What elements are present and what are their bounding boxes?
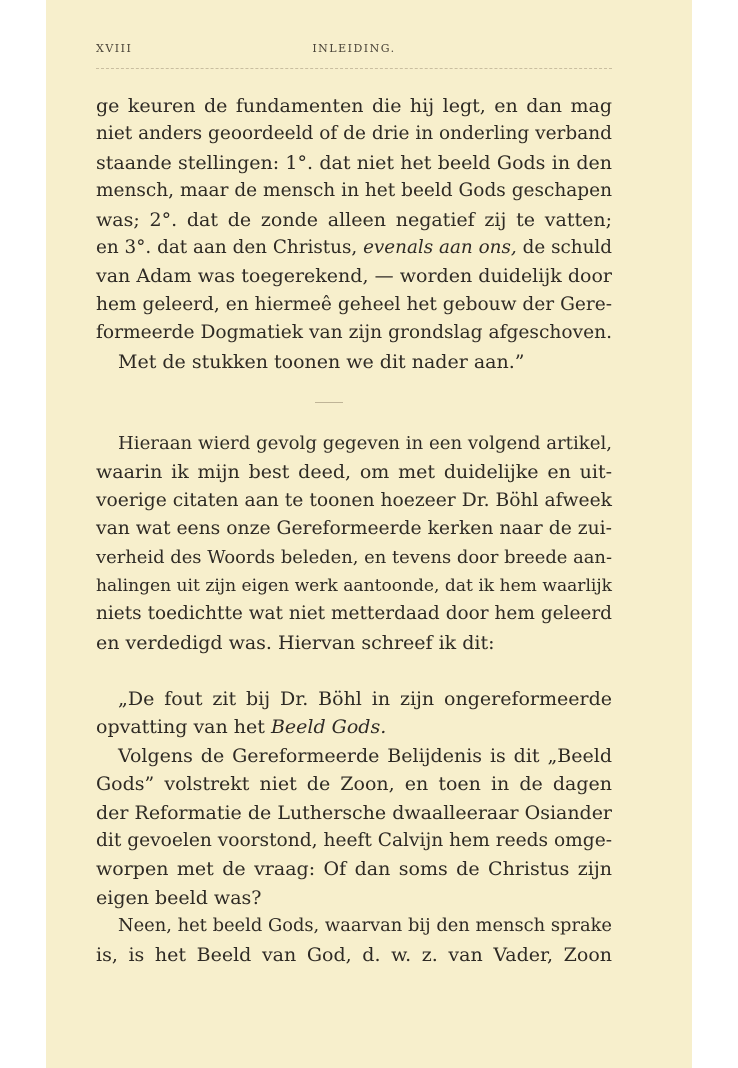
text-span: en 3°. dat aan den Christus, (96, 236, 364, 258)
italic-phrase: Beeld Gods. (270, 716, 387, 739)
text-line: Neen, het beeld Gods, waarvan bij den mensch sprake (118, 915, 612, 937)
text-line: en verdedigd was. Hiervan schreef ik dit: (96, 631, 495, 654)
text-line: „De fout zit bij Dr. Böhl in zijn ongereformeerde (118, 688, 612, 710)
text-line: voerige citaten aan te toonen hoezeer Dr. Böhl afweek (96, 489, 612, 511)
page-header (96, 42, 612, 58)
text-line (96, 713, 612, 741)
text-line: hem geleerd, en hiermeê geheel het gebouw der Gere- (96, 293, 612, 315)
text-line: staande stellingen: 1°. dat niet het beeld Gods in den (96, 151, 612, 174)
section-divider (315, 402, 343, 403)
text-line: worpen met de vraag: Of dan soms de Christus zijn (96, 858, 612, 881)
text-line: verheid des Woords beleden, en tevens door breede aan- (96, 546, 612, 568)
paragraph (96, 430, 612, 657)
text-line: is, is het Beeld van God, d. w. z. van Vader, Zoon (96, 943, 612, 966)
header-rule (96, 68, 612, 69)
text-line: Hieraan wierd gevolg gegeven in een volgend artikel, (118, 433, 612, 454)
text-line: van Adam was toegerekend, — worden duidelijk door (96, 265, 612, 288)
text-line: halingen uit zijn eigen werk aantoonde, dat ik hem waarlijk (96, 575, 612, 596)
text-line: Gods” volstrekt niet de Zoon, en toen in de dagen (96, 773, 612, 796)
paragraph-continuation (96, 92, 612, 376)
text-line: ge keuren de fundamenten die hij legt, en dan mag (96, 95, 612, 117)
text-line: niet anders geoordeeld of de drie in onderling verband (96, 123, 612, 145)
text-line: Volgens de Gereformeerde Belijdenis is dit „Beeld (118, 744, 612, 767)
text-line (96, 234, 612, 262)
text-line: was; 2°. dat de zonde alleen negatief zij te vatten; (96, 208, 612, 231)
text-line: van wat eens onze Gereformeerde kerken naar de zui- (96, 518, 612, 540)
text-span: opvatting van het (96, 716, 271, 739)
text-line: niets toedichtte wat niet metterdaad door hem geleerd (96, 603, 612, 625)
text-line: formeerde Dogmatiek van zijn grondslag afgeschoven. (96, 322, 612, 344)
page-number: XVIII (96, 42, 133, 55)
italic-phrase: evenals aan ons, (363, 236, 517, 258)
text-line: mensch, maar de mensch in het beeld Gods geschapen (96, 180, 612, 202)
running-title: INLEIDING. (312, 42, 396, 55)
text-line: der Reformatie de Luthersche dwaalleeraar Osiander (96, 801, 612, 824)
quoted-passage (96, 685, 612, 969)
text-line: dit gevoelen voorstond, heeft Calvijn hem reeds omge- (96, 829, 612, 851)
text-line: eigen beeld was? (96, 886, 262, 909)
text-line: Met de stukken toonen we dit nader aan.” (118, 350, 525, 373)
text-line: waarin ik mijn best deed, om met duidelijke en uit- (96, 461, 612, 484)
text-span: de schuld (516, 236, 613, 258)
